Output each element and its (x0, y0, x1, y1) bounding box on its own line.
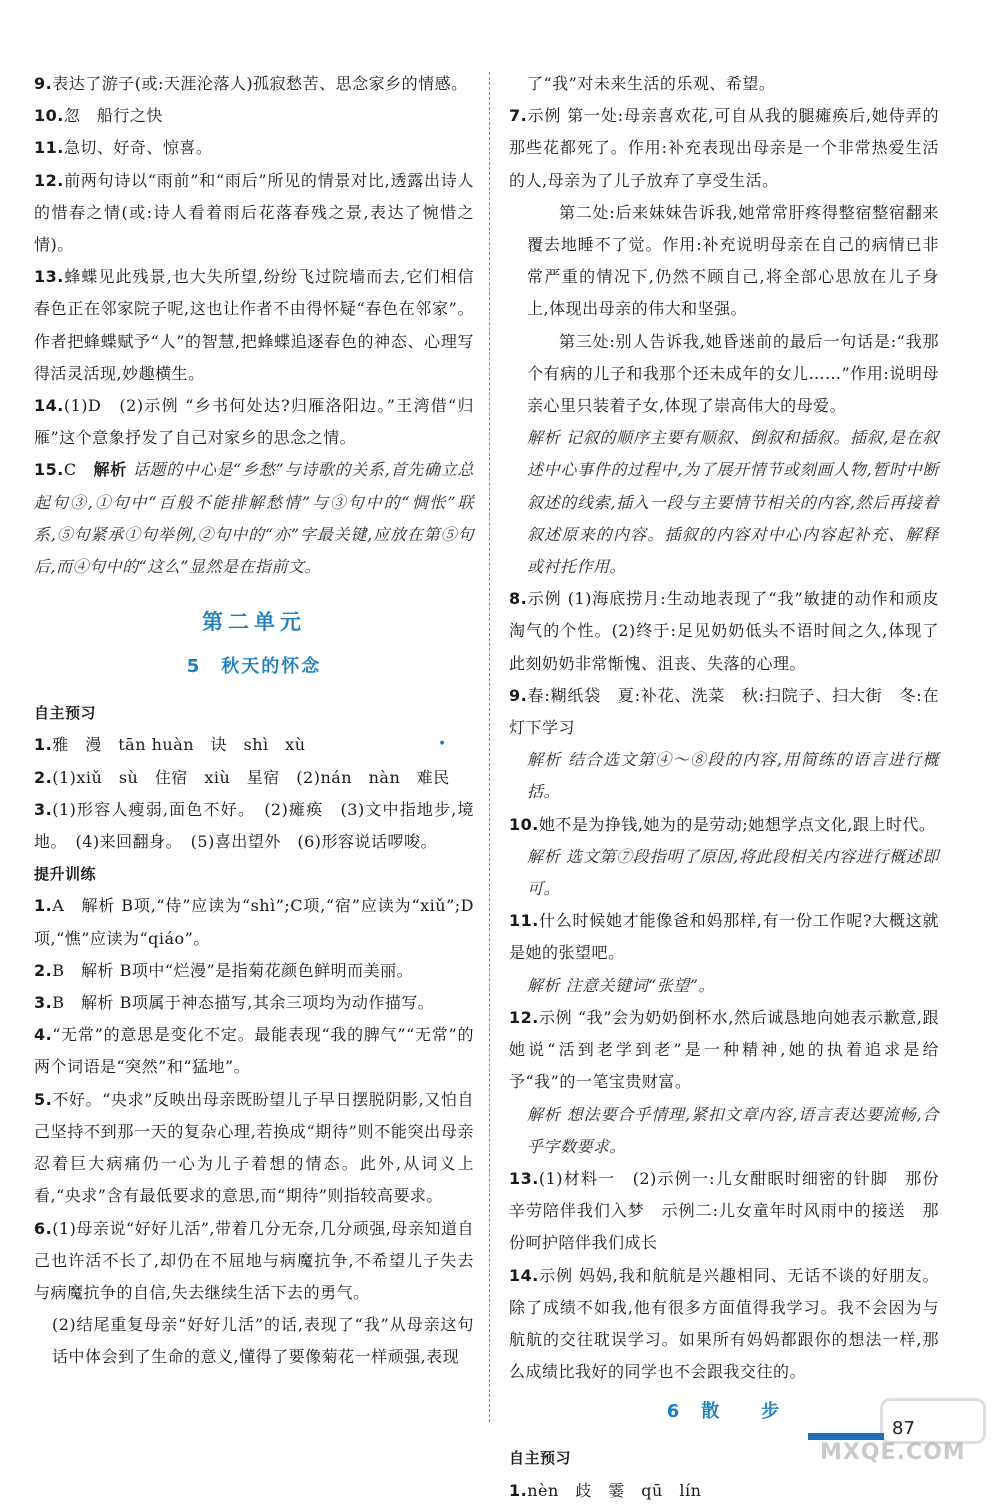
answer-item: 第三处:别人告诉我,她昏迷前的最后一句话是:“我那个有病的儿子和我那个还未成年的女儿……”作用:说明母亲心里只装着子女,体现了崇高伟大的母爱。 (527, 331, 939, 416)
answer-item: 3.(1)形容人瘦弱,面色不好。 (2)瘫痪 (3)文中指地步,境地。 (4)来回翻身。 (5)喜出望外 (6)形容说话啰唆。 (34, 799, 474, 852)
answer-item: 13.(1)材料一 (2)示例一:儿女酣眠时细密的针脚 那份辛劳陪伴我们入梦 示例二:儿女童年时风雨中的接送 那份呵护陪伴我们成长 (509, 1168, 939, 1253)
watermark-text: MXQE.COM (820, 1440, 966, 1465)
lesson-title: 5 秋天的怀念 (186, 656, 322, 678)
continuation-text: 了“我”对未来生活的乐观、希望。 (527, 74, 776, 93)
page-number: 87 (892, 1418, 915, 1439)
answer-item: 13.蜂蝶见此残景,也大失所望,纷纷飞过院墙而去,它们相信春色正在邻家院子呢,这也让作者不由得怀疑“春色在邻家”。作者把蜂蝶赋予“人”的智慧,把蜂蝶追逐春色的神态、心理写得活灵活现,妙趣横生。 (34, 267, 474, 383)
answer-item: 7.示例 第一处:母亲喜欢花,可自从我的腿瘫痪后,她侍弄的那些花都死了。作用:补充表现出母亲是一个非常热爱生活的人,母亲为了儿子放弃了享受生活。 (509, 106, 939, 190)
answer-item: 6.(1)母亲说“好好儿活”,带着几分无奈,几分顽强,母亲知道自己也许活不长了,却仍在不屈地与病魔抗争,不希望儿子失去与病魔抗争的自信,失去继续生活下去的勇气。 (34, 1218, 474, 1302)
decorative-dot: • (438, 736, 447, 752)
answer-item: 14.示例 妈妈,我和航航是兴趣相同、无话不谈的好朋友。除了成绩不如我,他有很多方面值得我学习。我不会因为与航航的交往耽误学习。如果所有妈妈都跟你的想法一样,那么成绩比我好的同学也不会跟我交往的。 (509, 1265, 939, 1382)
answer-item: 9.春:糊纸袋 夏:补花、洗菜 秋:扫院子、扫大街 冬:在灯下学习 (509, 685, 939, 738)
answer-item: 2.B 解析 B项中“烂漫”是指菊花颜色鲜明而美丽。 (34, 960, 414, 980)
answer-item: 10.她不是为挣钱,她为的是劳动;她想学点文化,跟上时代。 (509, 814, 936, 834)
answer-item: 15.C 解析 话题的中心是“乡愁”与诗歌的关系,首先确立总起句③,①句中“百般不能排解愁情”与③句中的“惆怅”联系,⑤句紧承①句举例,②句中的“亦”字最关键,应放在第⑤句后,而④句中的“这么”显然是在指前文。 (34, 460, 474, 577)
answer-item: 4.“无常”的意思是变化不定。最能表现“我的脾气”“无常”的两个词语是“突然”和“猛地”。 (34, 1025, 474, 1077)
answer-item: 3.B 解析 B项属于神态描写,其余三项均为动作描写。 (34, 993, 435, 1013)
answer-item: 10.忽 船行之快 (34, 106, 163, 126)
answer-item: 1.雅 漫 tān huàn 诀 shì xù (34, 735, 306, 755)
answer-item: 第二处:后来妹妹告诉我,她常常肝疼得整宿整宿翻来覆去地睡不了觉。作用:补充说明母亲在自己的病情已非常严重的情况下,仍然不顾自己,将全部心思放在儿子身上,体现出母亲的伟大和坚强。 (527, 202, 939, 319)
right-column (509, 68, 939, 1507)
answer-item: 12.前两句诗以“雨前”和“雨后”所见的情景对比,透露出诗人的惜春之情(或:诗人看着雨后花落春残之景,表达了惋惜之情)。 (34, 170, 474, 255)
answer-item: 8.示例 (1)海底捞月:生动地表现了“我”敏捷的动作和顽皮淘气的个性。(2)终于:足见奶奶低头不语时间之久,体现了此刻奶奶非常惭愧、沮丧、失落的心理。 (509, 589, 939, 673)
unit-title: 第二单元 (202, 610, 306, 635)
answer-item: 14.(1)D (2)示例 “乡书何处达?归雁洛阳边。”王湾借“归雁”这个意象抒发了自己对家乡的思念之情。 (34, 396, 474, 448)
answer-item: 1.nèn 歧 霎 qū lín (509, 1480, 702, 1500)
analysis-note: 解析 结合选文第④～⑧段的内容,用简练的语言进行概括。 (527, 750, 939, 802)
answer-item: 9.表达了游子(或:天涯沦落人)孤寂愁苦、思念家乡的情感。 (34, 74, 468, 93)
answer-item: 5.不好。“央求”反映出母亲既盼望儿子早日摆脱阴影,又怕自己坚持不到那一天的复杂心理,若换成“期待”则不能突出母亲忍着巨大病痛仍一心为儿子着想的情态。此外,从词义上看,“央求”含有最低要求的意思,而“期待”则指较高要求。 (34, 1089, 474, 1206)
analysis-note: 解析 想法要合乎情理,紧扣文章内容,语言表达要流畅,合乎字数要求。 (527, 1104, 939, 1156)
answer-item: 2.(1)xiǔ sù 住宿 xiù 星宿 (2)nán nàn 难民 (34, 767, 450, 787)
analysis-note: 解析 注意关键词“张望”。 (527, 975, 715, 995)
analysis-note: 解析 选文第⑦段指明了原因,将此段相关内容进行概述即可。 (527, 846, 939, 899)
answer-item: 11.急切、好奇、惊喜。 (34, 138, 213, 158)
section-heading-preview: 自主预习 (509, 1449, 572, 1468)
analysis-note: 解析 记叙的顺序主要有顺叙、倒叙和插叙。插叙,是在叙述中心事件的过程中,为了展开情节或刻画人物,暂时中断叙述的线索,插入一段与主要情节相关的内容,然后再接着叙述原来的内容。插叙的内容对中心内容起补充、解释或衬托作用。 (527, 428, 939, 577)
section-heading-preview: 自主预习 (34, 704, 97, 723)
answer-list (34, 68, 474, 583)
column-divider (489, 72, 490, 1422)
answer-item: 1.A 解析 B项,“侍”应读为“shì”;C项,“宿”应读为“xiǔ”;D项,“憔”应读为“qiáo”。 (34, 896, 474, 948)
answer-item: 12.示例 “我”会为奶奶倒杯水,然后诚恳地向她表示歉意,跟她说“活到老学到老”是一种精神,她的执着追求是给予“我”的一笔宝贵财富。 (509, 1007, 939, 1092)
page-number-bar (808, 1433, 884, 1440)
answer-item: (2)结尾重复母亲“好好儿活”的话,表现了“我”从母亲这句话中体会到了生命的意义,懂得了要像菊花一样顽强,表现 (52, 1315, 474, 1367)
section-heading-training: 提升训练 (34, 865, 97, 884)
answer-item: 11.什么时候她才能像爸和妈那样,有一份工作呢?大概这就是她的张望吧。 (509, 911, 939, 963)
lesson-title: 6 散 步 (666, 1401, 782, 1423)
left-column (34, 68, 474, 1374)
